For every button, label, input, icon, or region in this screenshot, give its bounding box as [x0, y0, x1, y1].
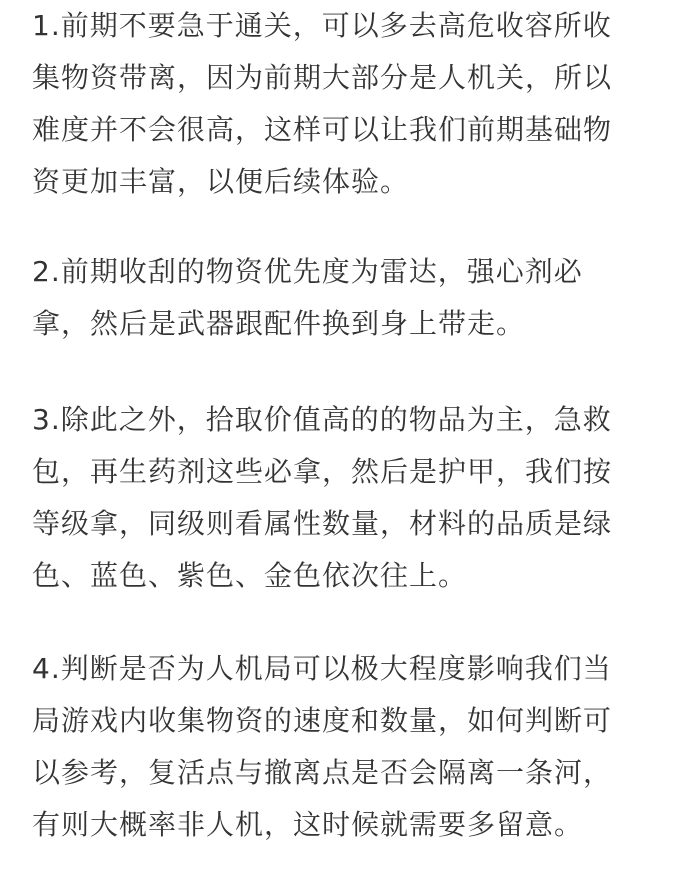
- paragraph-line: 有则大概率非人机，这时候就需要多留意。: [32, 808, 584, 841]
- paragraph-line: 1.前期不要急于通关，可以多去高危收容所收: [32, 9, 612, 42]
- paragraph-line: 3.除此之外，拾取价值高的的物品为主，急救: [32, 403, 612, 436]
- paragraph-line: 包，再生药剂这些必拿，然后是护甲，我们按: [32, 455, 613, 488]
- paragraph-line: 2.前期收刮的物资优先度为雷达，强心剂必: [32, 255, 583, 288]
- paragraph-line: 以参考，复活点与撤离点是否会隔离一条河，: [32, 756, 613, 789]
- paragraph-line: 色、蓝色、紫色、金色依次往上。: [32, 559, 468, 592]
- paragraph-tip-2: [32, 246, 583, 350]
- paragraph-line: 等级拿，同级则看属性数量，材料的品质是绿: [32, 507, 613, 540]
- paragraph-tip-1: [32, 0, 612, 208]
- paragraph-line: 资更加丰富，以便后续体验。: [32, 165, 410, 198]
- paragraph-tip-3: [32, 394, 612, 602]
- paragraph-tip-4: [32, 643, 612, 851]
- paragraph-line: 4.判断是否为人机局可以极大程度影响我们当: [32, 652, 612, 685]
- paragraph-line: 难度并不会很高，这样可以让我们前期基础物: [32, 113, 613, 146]
- paragraph-line: 局游戏内收集物资的速度和数量，如何判断可: [32, 704, 613, 737]
- paragraph-line: 集物资带离，因为前期大部分是人机关，所以: [32, 61, 613, 94]
- paragraph-line: 拿，然后是武器跟配件换到身上带走。: [32, 307, 526, 340]
